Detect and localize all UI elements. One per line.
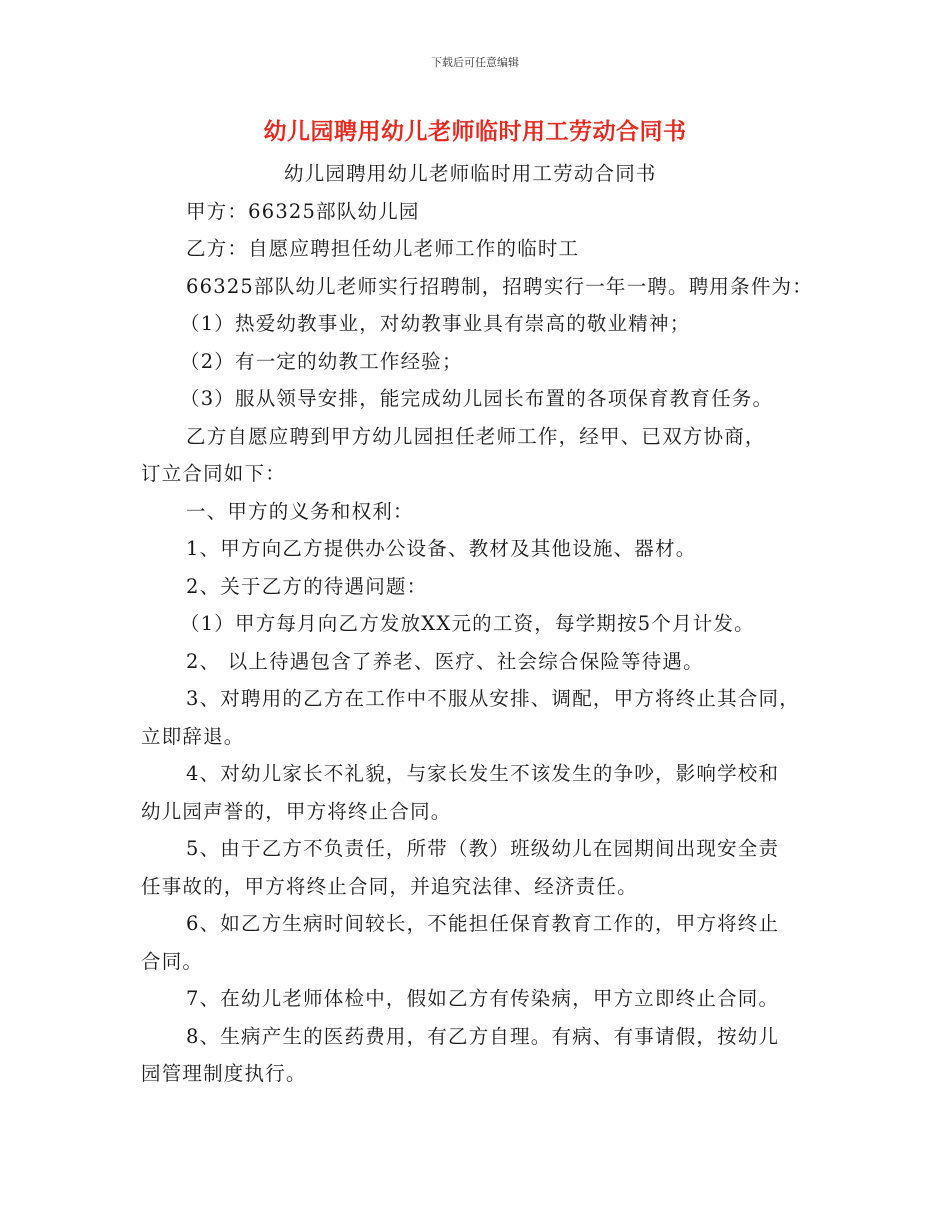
section-heading: 一、甲方的义务和权利： — [186, 499, 414, 523]
clause-item-continuation: 幼儿园声誉的，甲方将终止合同。 — [141, 799, 452, 823]
document-body — [141, 155, 831, 1093]
clause-item: 4、对幼儿家长不礼貌，与家长发生不该发生的争吵，影响学校和 — [186, 762, 780, 785]
clause-item-continuation: 立即辞退。 — [141, 724, 245, 748]
party-b-line: 乙方：自愿应聘担任幼儿老师工作的临时工 — [186, 237, 580, 260]
condition-item: （3）服从领导安排，能完成幼儿园长布置的各项保育教育任务。 — [180, 387, 774, 410]
condition-item: （2）有一定的幼教工作经验； — [180, 349, 463, 373]
party-a-line: 甲方：66325部队幼儿园 — [186, 199, 420, 223]
document-subtitle: 幼儿园聘用幼儿老师临时用工劳动合同书 — [284, 162, 657, 185]
body-paragraph-continuation: 订立合同如下： — [141, 462, 286, 485]
clause-item: 8、生病产生的医药费用，有乙方自理。有病、有事请假，按幼儿 — [186, 1024, 780, 1048]
body-paragraph: 乙方自愿应聘到甲方幼儿园担任老师工作，经甲、已双方协商， — [186, 424, 766, 448]
clause-item: 6、如乙方生病时间较长，不能担任保育教育工作的，甲方将终止 — [186, 912, 780, 935]
page-header-note: 下载后可任意编辑 — [431, 56, 519, 69]
clause-item: 5、由于乙方不负责任，所带（教）班级幼儿在园期间出现安全责 — [186, 837, 780, 860]
body-paragraph: 66325部队幼儿老师实行招聘制，招聘实行一年一聘。聘用条件为： — [186, 274, 813, 298]
clause-item: 1、甲方向乙方提供办公设备、教材及其他设施、器材。 — [186, 537, 697, 560]
clause-item-continuation: 园管理制度执行。 — [141, 1062, 307, 1085]
document-title: 幼儿园聘用幼儿老师临时用工劳动合同书 — [263, 118, 687, 145]
clause-item: 3、对聘用的乙方在工作中不服从安排、调配，甲方将终止其合同， — [186, 687, 800, 710]
clause-subitem: （1）甲方每月向乙方发放XX元的工资，每学期按5个月计发。 — [180, 612, 755, 635]
clause-item: 2、 以上待遇包含了养老、医疗、社会综合保险等待遇。 — [186, 649, 704, 673]
clause-item-continuation: 合同。 — [141, 949, 204, 973]
condition-item: （1）热爱幼教事业，对幼教事业具有崇高的敬业精神； — [180, 312, 691, 335]
clause-item: 7、在幼儿老师体检中，假如乙方有传染病，甲方立即终止合同。 — [186, 987, 780, 1010]
clause-item: 2、关于乙方的待遇问题： — [186, 574, 428, 598]
clause-item-continuation: 任事故的，甲方将终止合同，并追究法律、经济责任。 — [141, 874, 638, 898]
